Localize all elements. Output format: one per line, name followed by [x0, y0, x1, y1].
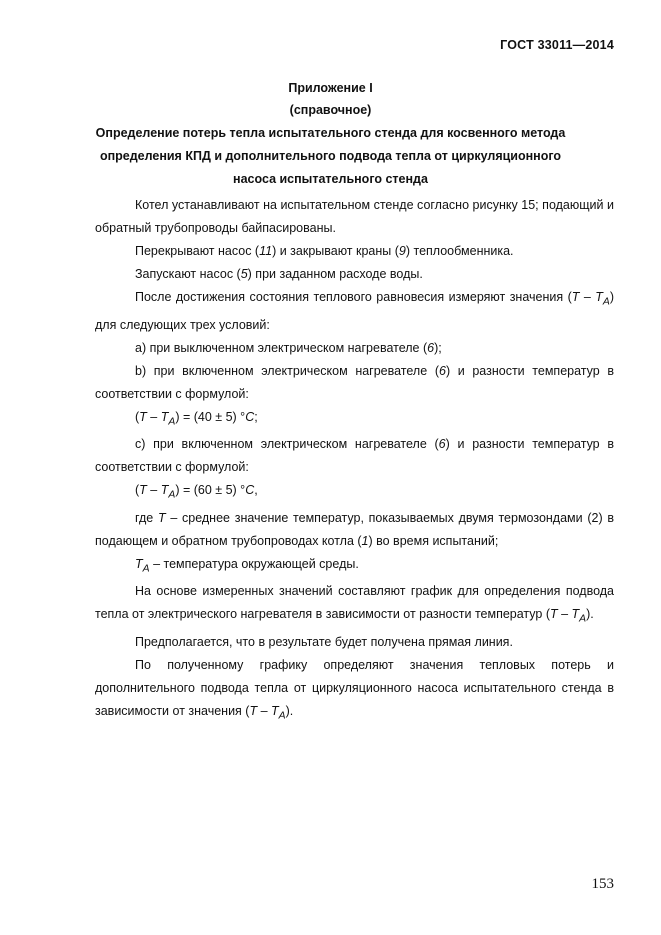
paragraph-pump-start: Запускают насос (5) при заданном расходе воды.	[135, 267, 423, 281]
condition-b: b) при включенном электрическом нагревателе (6) и разности температур в соответствии с формулой:	[95, 363, 614, 401]
page-number: 153	[591, 876, 614, 892]
document-code: ГОСТ 33011—2014	[500, 38, 614, 52]
paragraph-setup: Котел устанавливают на испытательном стенде согласно рисунку 15; подающий и обратный трубопроводы байпасированы.	[95, 198, 614, 235]
appendix-heading-line-2: определения КПД и дополнительного подвода тепла от циркуляционного	[99, 149, 562, 163]
paragraph-equilibrium: После достижения состояния теплового равновесия измеряют значения $(T - T_A)$ для следующих трех условий:	[95, 290, 614, 332]
body-text	[95, 194, 614, 727]
paragraph-straight-line: Предполагается, что в результате будет получена прямая линия.	[135, 634, 513, 649]
definition-TA: $T_A$ – температура окружающей среды.	[135, 556, 359, 574]
appendix-title: Приложение I	[288, 81, 373, 95]
paragraph-pump-off: Перекрывают насос (11) и закрывают краны (9) теплообменника.	[135, 244, 514, 258]
appendix-heading-line-1: Определение потерь тепла испытательного стенда для косвенного метода	[95, 126, 566, 140]
definition-T: где T – среднее значение температур, показываемых двумя термозондами (2) в подающем и обратном трубопроводах котла (1) во время испытаний;	[95, 510, 614, 548]
paragraph-graph: На основе измеренных значений составляют график для определения подвода тепла от электрического нагревателя в зависимости от разности температур $(T - T_A)$.	[95, 584, 614, 625]
appendix-kind: (справочное)	[289, 103, 372, 117]
appendix-heading-line-3: насоса испытательного стенда	[233, 172, 428, 186]
condition-a: а) при выключенном электрическом нагревателе (6);	[135, 340, 442, 355]
formula-60: $(T - T_A) = (60 \pm 5)$ °C,	[135, 483, 258, 501]
formula-40: $(T - T_A) = (40 \pm 5)$ °C;	[135, 409, 258, 427]
paragraph-conclusion: По полученному графику определяют значения тепловых потерь и дополнительного подвода тепла от циркуляционного насоса испытательного стенда в зависимости от значения $(T - T_A)$.	[95, 657, 614, 721]
condition-c: с) при включенном электрическом нагревателе (6) и разности температур в соответствии с формулой:	[95, 437, 614, 474]
